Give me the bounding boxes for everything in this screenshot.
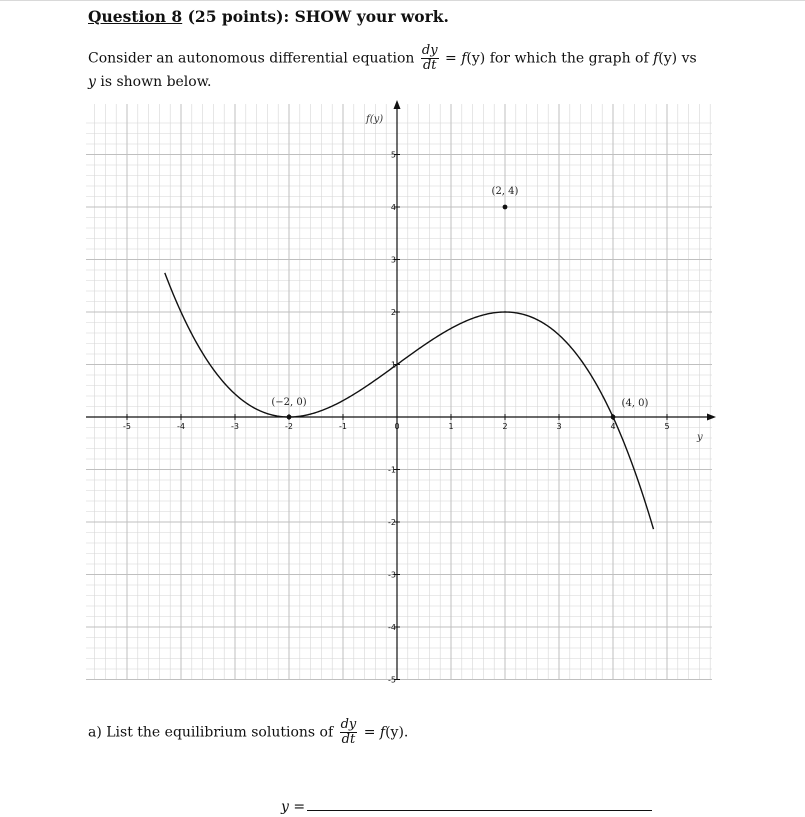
vertical-axis-arrow xyxy=(394,100,401,109)
intro-text-end: (y) vs xyxy=(658,50,697,67)
x-tick-label: 3 xyxy=(556,422,562,431)
intro-equals: = xyxy=(445,50,462,67)
x-tick-label: -3 xyxy=(231,422,239,431)
part-a-prefix: a) List the equilibrium solutions of xyxy=(88,724,338,741)
points-layer xyxy=(271,186,648,419)
intro-text-before: Consider an autonomous differential equation xyxy=(88,50,415,67)
point-marker xyxy=(611,415,616,420)
point-marker xyxy=(503,205,508,210)
point-label: (4, 0) xyxy=(621,398,649,409)
x-tick-label: 0 xyxy=(394,422,400,431)
y-tick-label: -2 xyxy=(388,518,396,527)
y-tick-label: -4 xyxy=(388,623,396,632)
frac-numerator: dy xyxy=(421,43,438,58)
y-tick-label: 4 xyxy=(390,203,396,212)
question-points: (25 points): SHOW your work. xyxy=(182,7,449,26)
x-tick-label: 5 xyxy=(664,422,670,431)
answer-eq: = xyxy=(288,799,306,815)
y-tick-label: 2 xyxy=(390,308,396,317)
y-tick-label: 5 xyxy=(390,150,396,160)
intro-line2-text: is shown below. xyxy=(95,74,212,90)
part-a-fraction xyxy=(340,718,358,747)
point-label: (−2, 0) xyxy=(271,397,307,408)
x-tick-label: -1 xyxy=(339,422,347,431)
x-axis-label: y xyxy=(697,432,703,443)
part-a-frac-num: dy xyxy=(340,717,357,732)
x-tick-label: 2 xyxy=(502,422,508,431)
part-a-f-symbol: f xyxy=(379,724,386,741)
x-tick-label: 1 xyxy=(448,422,454,431)
point-label: (2, 4) xyxy=(491,186,519,197)
minor-grid xyxy=(86,104,712,680)
y-tick-label: 3 xyxy=(390,255,396,265)
part-a-eq: = xyxy=(359,724,380,741)
frac-denominator: dt xyxy=(422,58,437,73)
intro-y-var: y xyxy=(88,74,96,90)
answer-var: y xyxy=(281,799,289,815)
intro-f-symbol: f xyxy=(461,50,467,67)
answer-blank[interactable] xyxy=(307,798,652,811)
x-tick-label: 4 xyxy=(610,422,616,431)
y-tick-label: 1 xyxy=(390,360,396,370)
x-tick-label: -2 xyxy=(285,422,293,431)
y-axis-label: f(y) xyxy=(366,114,384,125)
point-marker xyxy=(287,415,292,420)
part-a-suffix: (y). xyxy=(385,724,409,741)
y-tick-label: -1 xyxy=(388,465,396,475)
x-tick-label: -4 xyxy=(177,422,185,431)
horizontal-axis-arrow xyxy=(707,414,716,421)
part-a-frac-den: dt xyxy=(341,732,356,747)
intro-f-symbol-2: f xyxy=(653,50,659,67)
answer-line xyxy=(281,798,652,815)
y-tick-label: -5 xyxy=(388,675,396,685)
y-tick-label: -3 xyxy=(388,570,396,580)
part-a-prompt xyxy=(88,718,408,747)
question-label: Question 8 xyxy=(88,7,183,26)
major-grid xyxy=(86,104,712,680)
intro-text-middle: (y) for which the graph of xyxy=(466,50,654,67)
x-tick-label: -5 xyxy=(123,422,131,431)
